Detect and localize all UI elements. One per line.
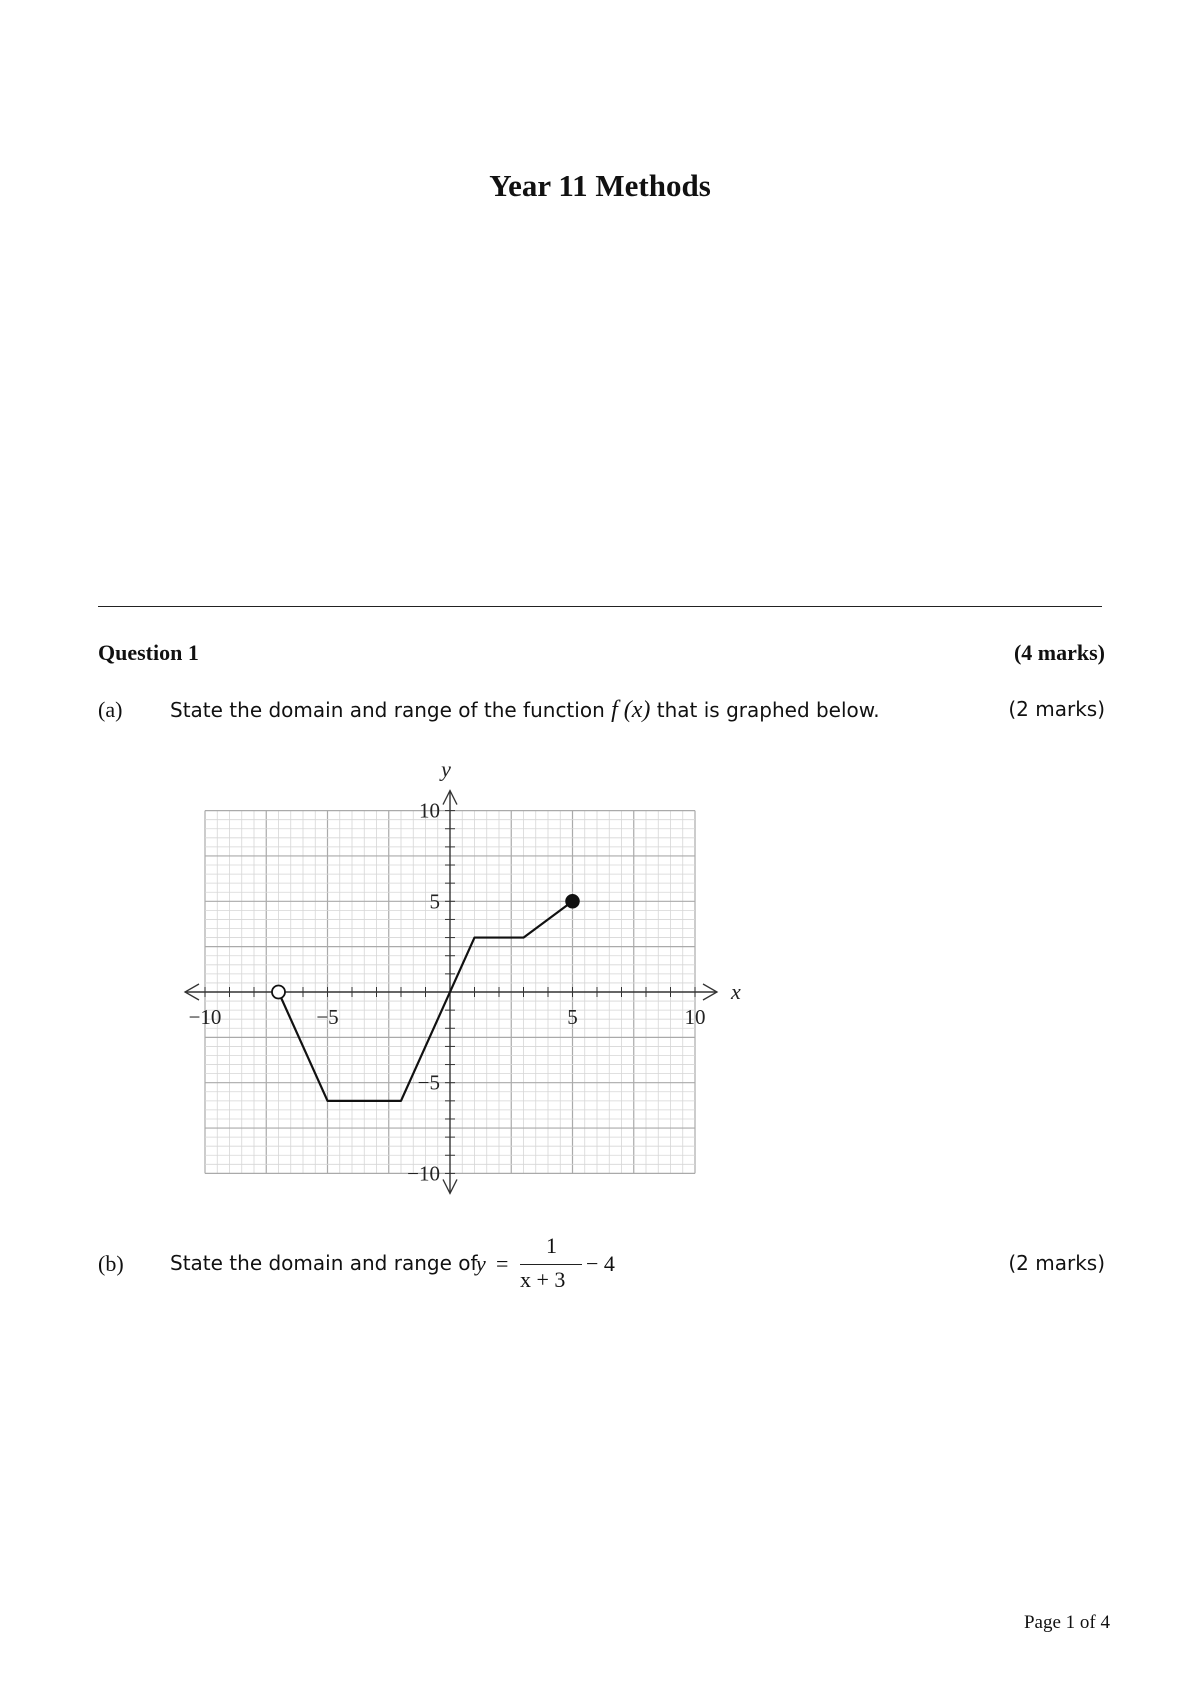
page-number: Page 1 of 4 (1023, 1612, 1110, 1633)
x-tick-label: 10 (684, 1005, 706, 1029)
part-b-formula (476, 1235, 626, 1295)
x-tick-label: −10 (188, 1005, 222, 1029)
part-b-text: State the domain and range of (170, 1251, 478, 1275)
y-tick-label: −10 (407, 1161, 440, 1186)
question-marks: (4 marks) (1013, 640, 1105, 665)
formula-numerator: 1 (546, 1233, 557, 1258)
formula-denominator: x + 3 (520, 1267, 566, 1292)
part-b-label: (b) (98, 1251, 124, 1276)
x-tick-label: 5 (567, 1005, 578, 1029)
y-axis-label: y (441, 756, 451, 782)
part-a-marks: (2 marks) (1008, 697, 1105, 721)
y-tick-label: −5 (417, 1070, 440, 1095)
closed-endpoint-marker (566, 895, 579, 908)
x-tick-label: −5 (316, 1005, 339, 1029)
y-tick-label: 10 (419, 798, 440, 823)
formula-tail: − 4 (586, 1251, 615, 1276)
part-a-function: f (x) (611, 697, 651, 723)
x-axis-label: x (731, 979, 741, 1004)
formula-equals: = (496, 1251, 509, 1276)
document-title: Year 11 Methods (489, 168, 711, 203)
part-a-label: (a) (98, 697, 123, 722)
part-b-marks: (2 marks) (1008, 1251, 1105, 1275)
open-endpoint-marker (272, 986, 285, 999)
formula-lhs: y (476, 1251, 486, 1276)
question-label: Question 1 (98, 640, 199, 665)
y-tick-label: 5 (429, 889, 440, 914)
formula-fraction-bar (520, 1264, 582, 1265)
part-a-text-before: State the domain and range of the function (170, 698, 605, 722)
part-a-text-after: that is graphed below. (656, 698, 880, 722)
